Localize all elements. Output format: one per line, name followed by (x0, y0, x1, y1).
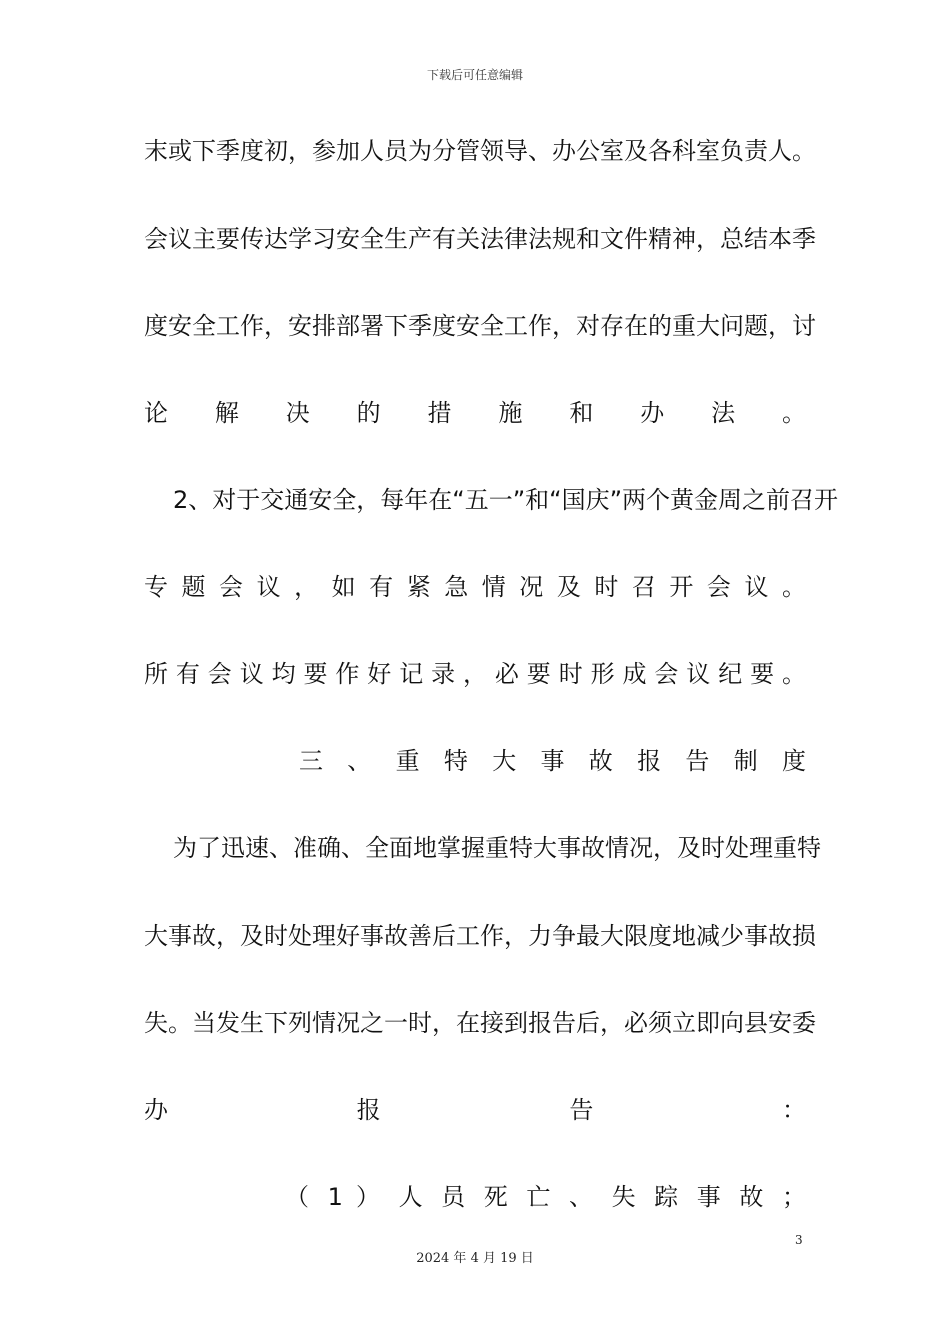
page-number: 3 (795, 1233, 803, 1247)
header-note: 下载后可任意编辑 (426, 68, 523, 82)
list-item: （ 1 ） 人 员 死 亡 、 失 踪 事 故 ； (285, 1183, 806, 1211)
paragraph-line: 度安全工作，安排部署下季度安全工作，对存在的重大问题，讨 (144, 312, 816, 340)
footer-date: 2024 年 4 月 19 日 (416, 1251, 534, 1266)
paragraph-line: 专 题 会 议 ， 如 有 紧 急 情 况 及 时 召 开 会 议 。 (144, 573, 806, 601)
paragraph-line: 所 有 会 议 均 要 作 好 记 录 ， 必 要 时 形 成 会 议 纪 要 。 (144, 660, 806, 688)
paragraph-line: 2、对于交通安全，每年在“五一”和“国庆”两个黄金周之前召开 (173, 486, 839, 514)
paragraph-line: 办 报 告 ： (144, 1096, 806, 1124)
section-heading: 三 、 重 特 大 事 故 报 告 制 度 (299, 747, 806, 775)
paragraph-line: 论 解 决 的 措 施 和 办 法 。 (144, 399, 806, 427)
paragraph-line: 末或下季度初，参加人员为分管领导、办公室及各科室负责人。 (144, 137, 816, 165)
paragraph-line: 为了迅速、准确、全面地掌握重特大事故情况，及时处理重特 (173, 834, 821, 862)
paragraph-line: 失。当发生下列情况之一时，在接到报告后，必须立即向县安委 (144, 1009, 816, 1037)
paragraph-line: 会议主要传达学习安全生产有关法律法规和文件精神，总结本季 (144, 225, 816, 253)
paragraph-line: 大事故，及时处理好事故善后工作，力争最大限度地减少事故损 (144, 922, 816, 950)
